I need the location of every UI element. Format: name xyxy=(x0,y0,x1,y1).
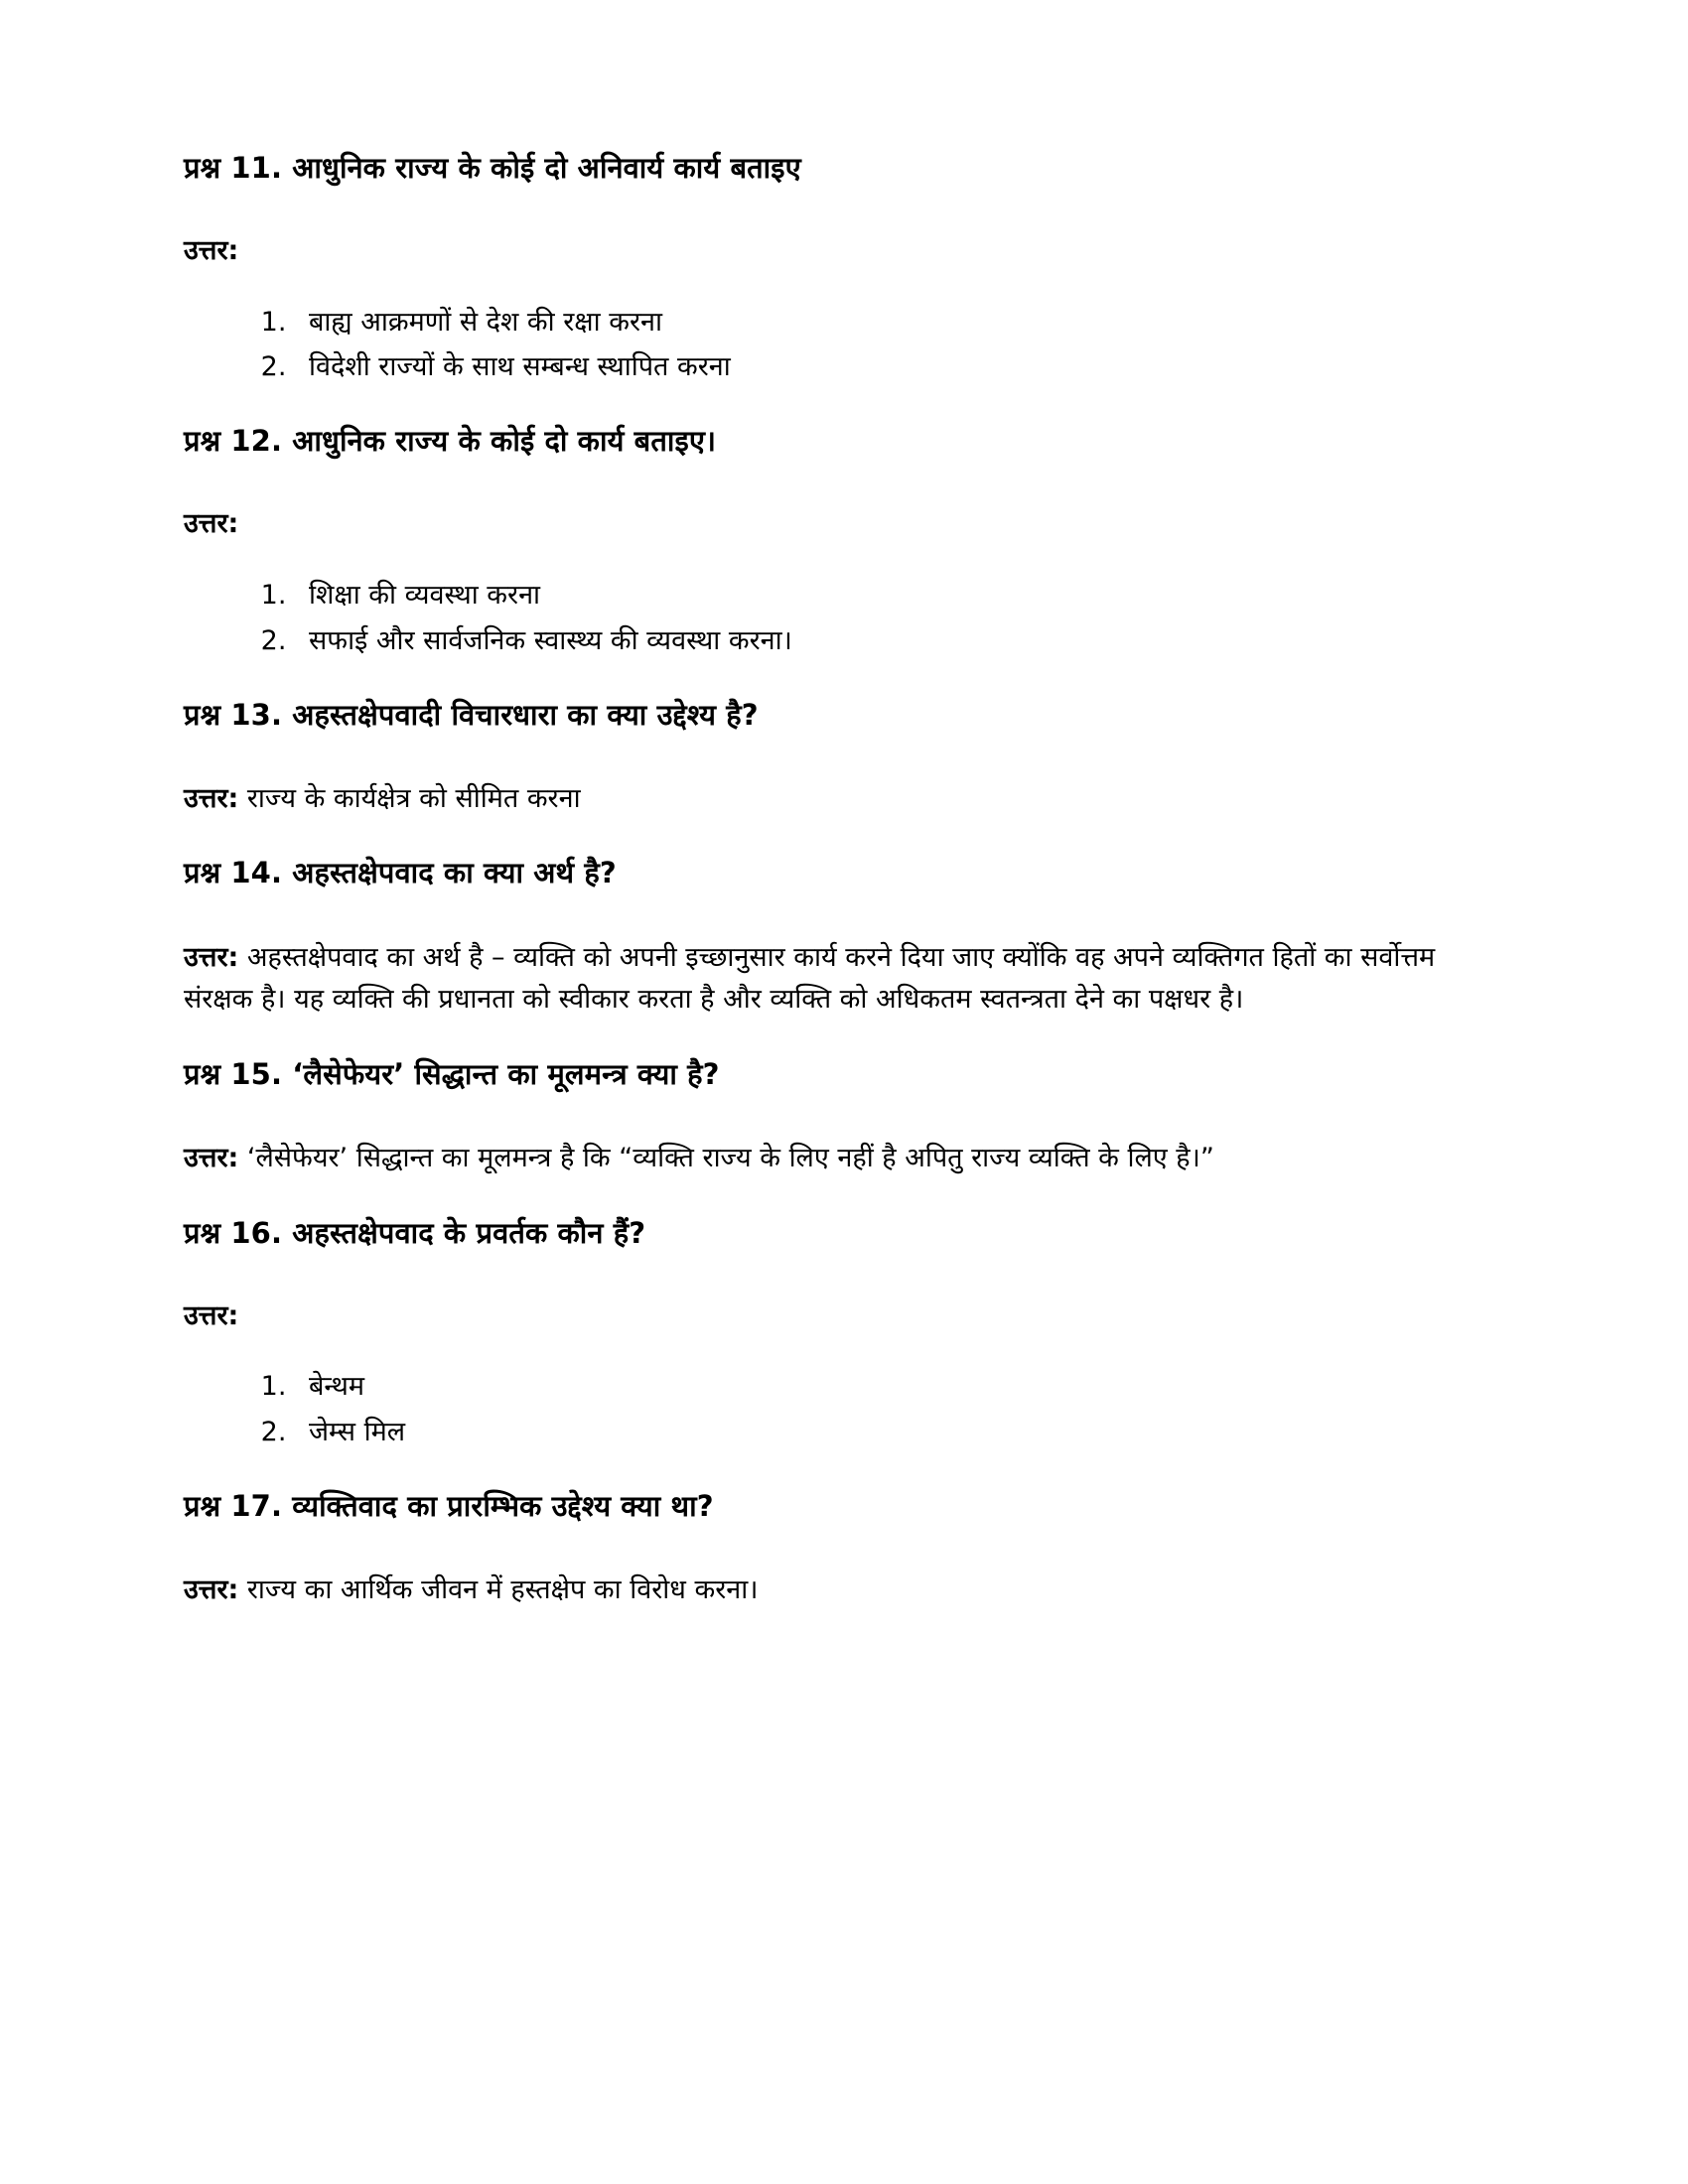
list-item: 1. बाह्य आक्रमणों से देश की रक्षा करना xyxy=(295,302,1504,343)
qa-block-q17 xyxy=(184,1487,1504,1612)
answer-line xyxy=(184,504,1504,545)
question-heading: प्रश्न 13. अहस्तक्षेपवादी विचारधारा का क्या उद्देश्य है? xyxy=(184,697,759,732)
answer-label: उत्तर: xyxy=(184,782,239,814)
answer-list xyxy=(184,302,1504,389)
answer-label: उत्तर: xyxy=(184,1574,239,1606)
qa-block-q14 xyxy=(184,854,1504,1021)
answer-line xyxy=(184,1570,1504,1612)
answer-label: उत्तर: xyxy=(184,508,239,540)
list-item: 1. शिक्षा की व्यवस्था करना xyxy=(295,575,1504,616)
list-item: 1. बेन्थम xyxy=(295,1366,1504,1408)
answer-label: उत्तर: xyxy=(184,235,239,267)
question-heading: प्रश्न 15. ‘लैसेफेयर’ सिद्धान्त का मूलमन्त्र क्या है? xyxy=(184,1056,720,1091)
answer-list xyxy=(184,1366,1504,1453)
answer-list xyxy=(184,575,1504,662)
answer-label: उत्तर: xyxy=(184,1299,239,1331)
answer-label: उत्तर: xyxy=(184,941,239,973)
document-content xyxy=(184,149,1504,1612)
answer-inline-text: राज्य के कार्यक्षेत्र को सीमित करना xyxy=(238,782,581,814)
answer-line xyxy=(184,1138,1504,1180)
answer-inline-text: अहस्तक्षेपवाद का अर्थ है – व्यक्ति को अपनी इच्छानुसार कार्य करने दिया जाए क्योंकि वह अपने व्यक्तिगत हितों का सर्वोत्तम संरक्षक है। यह व्यक्ति की प्रधानता को स्वीकार करता है और व्यक्ति को अधिकतम स्वतन्त्रता देने का पक्षधर है। xyxy=(184,941,1436,1016)
list-item: 2. जेम्स मिल xyxy=(295,1412,1504,1453)
answer-line xyxy=(184,231,1504,272)
answer-line xyxy=(184,1297,1504,1337)
qa-block-q11 xyxy=(184,149,1504,388)
question-heading: प्रश्न 17. व्यक्तिवाद का प्रारम्भिक उद्देश्य क्या था? xyxy=(184,1489,714,1524)
answer-inline-text: राज्य का आर्थिक जीवन में हस्तक्षेप का विरोध करना। xyxy=(238,1574,759,1606)
list-item: 2. विदेशी राज्यों के साथ सम्बन्ध स्थापित करना xyxy=(295,346,1504,388)
question-heading: प्रश्न 14. अहस्तक्षेपवाद का क्या अर्थ है? xyxy=(184,856,617,890)
list-item: 2. सफाई और सार्वजनिक स्वास्थ्य की व्यवस्था करना। xyxy=(295,620,1504,662)
question-heading: प्रश्न 11. आधुनिक राज्य के कोई दो अनिवार्य कार्य बताइए xyxy=(184,151,801,185)
question-heading: प्रश्न 12. आधुनिक राज्य के कोई दो कार्य बताइए। xyxy=(184,424,717,459)
question-heading: प्रश्न 16. अहस्तक्षेपवाद के प्रवर्तक कौन हैं? xyxy=(184,1215,646,1250)
answer-line xyxy=(184,778,1504,821)
answer-label: उत्तर: xyxy=(184,1143,239,1174)
qa-block-q13 xyxy=(184,696,1504,821)
answer-inline-text: ‘लैसेफेयर’ सिद्धान्त का मूलमन्त्र है कि “व्यक्ति राज्य के लिए नहीं है अपितु राज्य व्यक्ति के लिए है।” xyxy=(238,1143,1214,1174)
qa-block-q12 xyxy=(184,422,1504,661)
qa-block-q16 xyxy=(184,1214,1504,1453)
qa-block-q15 xyxy=(184,1055,1504,1180)
answer-line xyxy=(184,937,1504,1022)
